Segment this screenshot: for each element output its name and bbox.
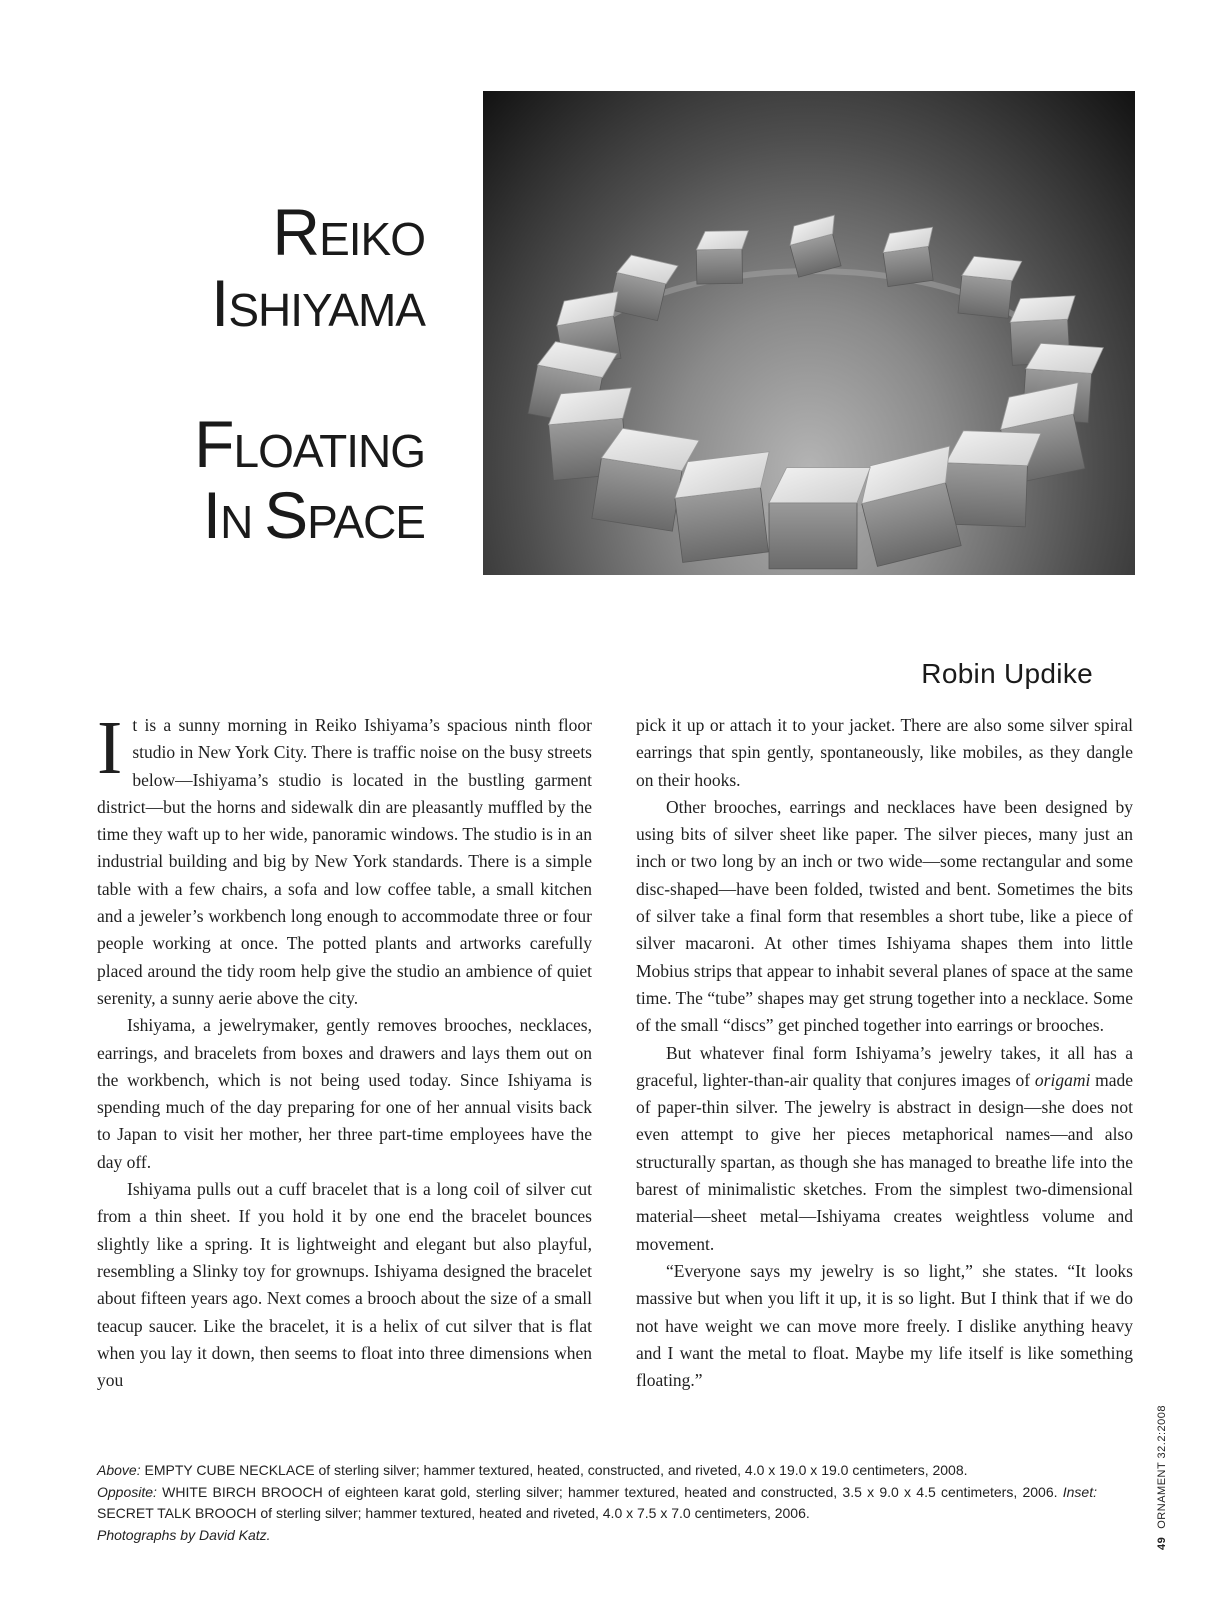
paragraph-2: Ishiyama, a jewelrymaker, gently removes brooches, necklaces, earrings, and bracelets from boxes and drawers and lays them out on the workbench, which is not being used today. Since Ishiyama is spending much of the day preparing for one of her annual visits back to Japan to visit her mother, her three part-time employees have the day off.: [97, 1015, 592, 1172]
title-line-1: REIKO: [272, 195, 425, 269]
paragraph-4: pick it up or attach it to your jacket. There are also some silver spiral earrings that spin gently, spontaneously, like mobiles, as they dangle on their hooks.: [636, 715, 1133, 790]
paragraph-3: Ishiyama pulls out a cuff bracelet that is a long coil of silver cut from a thin sheet. If you hold it by one end the bracelet bounces slightly like a spring. It is lightweight and elegant but also playful, resembling a Slinky toy for grownups. Ishiyama designed the bracelet about fifteen years ago. Next comes a brooch about the size of a small teacup saucer. Like the bracelet, it is a helix of cut silver that is flat when you lay it down, then seems to float into three dimensions when you: [97, 1179, 592, 1391]
article-column-left: [97, 706, 592, 1394]
author-byline: Robin Updike: [921, 658, 1093, 689]
article-title: [100, 195, 425, 554]
silver-cube: [881, 227, 940, 286]
paragraph-1: It is a sunny morning in Reiko Ishiyama’s spacious ninth floor studio in New York City. There is traffic noise on the busy streets below—Ishiyama’s studio is located in the bustling garment district—but the horns and sidewalk din are pleasantly muffled by the time they waft up to her wide, panoramic windows. The studio is in an industrial building and big by New York standards. There is a simple table with a few chairs, a sofa and low coffee table, a small kitchen and a jeweler’s workbench long enough to accommodate three or four people working at once. The potted plants and artworks carefully placed around the tidy room help give the studio an ambience of quiet serenity, a sunny aerie above the city.: [97, 706, 592, 1008]
paragraph-7: “Everyone says my jewelry is so light,” she states. “It looks massive but when you lift it up, it is so light. But I think that if we do not have weight we can move more freely. I dislike anything heavy and I want the metal to float. Maybe my life itself is like something floating.”: [636, 1260, 1133, 1391]
page-folio: [1156, 1405, 1168, 1550]
necklace-illustration: [483, 91, 1135, 575]
paragraph-5: Other brooches, earrings and necklaces have been designed by using bits of silver sheet like paper. The silver pieces, many just an inch or two long by an inch or two wide—some rectangular and some disc-shaped—have been folded, twisted and bent. Sometimes the bits of silver take a final form that resembles a short tube, like a piece of silver macaroni. At other times Ishiyama shapes them into little Mobius strips that appear to inhabit several planes of space at the same time. The “tube” shapes may get strung together into a necklace. Some of the small “discs” get pinched together into earrings or brooches.: [636, 796, 1133, 1036]
magazine-issue: ORNAMENT 32.2:2008: [1156, 1405, 1168, 1529]
drop-cap: I: [97, 706, 123, 790]
photo-credit: Photographs by David Katz.: [97, 1526, 271, 1543]
silver-cube: [944, 430, 1041, 527]
title-line-4: IN SPACE: [202, 478, 425, 552]
title-line-3: FLOATING: [194, 407, 425, 481]
silver-cube: [769, 468, 870, 569]
article-column-right: [636, 712, 1133, 1394]
silver-cube: [608, 253, 678, 323]
silver-cube: [696, 231, 749, 284]
necklace-photo: [483, 91, 1135, 575]
photo-caption: Above: EMPTY CUBE NECKLACE of sterling silver; hammer textured, heated, constructed, and riveted, 4.0 x 19.0 x 19.0 centimeters, 2008. Opposite: WHITE BIRCH BROOCH of eighteen karat gold, sterling silver; hammer textured, heated and constructed, 3.5 x 9.0 x 4.5 centimeters, 2006. Inset: SECRET TALK BROOCH of sterling silver; hammer textured, heated and riveted, 4.0 x 7.5 x 7.0 centimeters, 2006. Photographs by David Katz.: [97, 1462, 1097, 1543]
title-line-2: ISHIYAMA: [211, 266, 425, 340]
paragraph-6: But whatever final form Ishiyama’s jewelry takes, it all has a graceful, lighter-than-air quality that conjures images of origami made of paper-thin silver. The jewelry is abstract in design—she does not even attempt to give her pieces metaphorical names—and also structurally spartan, as though she has managed to breathe life into the barest of minimalistic sketches. From the simplest two-dimensional material—sheet metal—Ishiyama creates weightless volume and movement.: [636, 1042, 1133, 1254]
silver-cube: [785, 215, 847, 277]
silver-cube: [958, 255, 1022, 319]
page-number: 49: [1156, 1536, 1168, 1550]
